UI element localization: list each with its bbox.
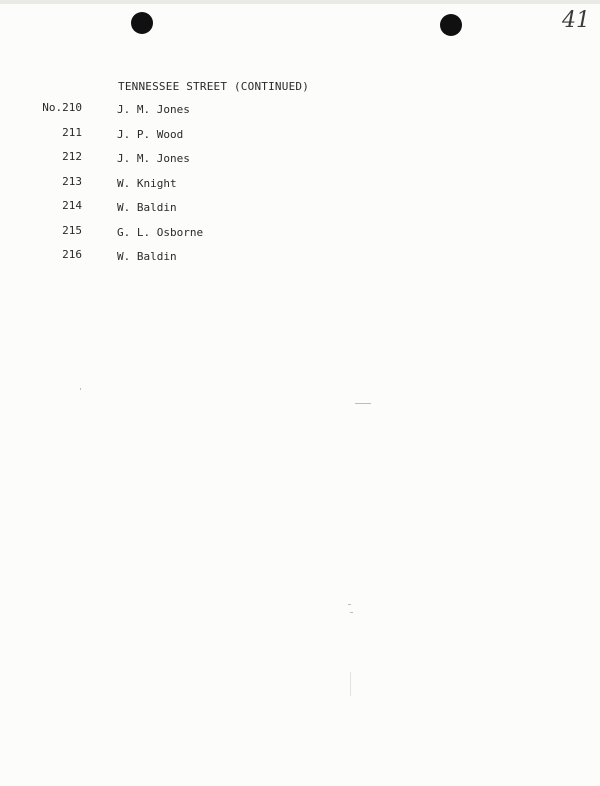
house-number: 213 xyxy=(62,174,82,188)
house-number: No.210 xyxy=(42,101,82,114)
house-number: 215 xyxy=(62,223,82,237)
page-top-edge xyxy=(0,0,600,4)
paper-speck xyxy=(350,672,351,696)
resident-name: G. L. Osborne xyxy=(117,225,204,239)
resident-name: W. Knight xyxy=(117,176,177,190)
house-number: 214 xyxy=(62,199,82,212)
resident-name: W. Baldin xyxy=(117,250,177,263)
punch-hole-left xyxy=(131,12,153,34)
street-heading: TENNESSEE STREET (CONTINUED) xyxy=(118,80,310,93)
paper-speck xyxy=(355,403,371,404)
paper-speck xyxy=(350,612,353,613)
list-item xyxy=(0,150,600,175)
paper-speck xyxy=(348,604,351,605)
resident-name: J. M. Jones xyxy=(117,152,190,165)
list-item xyxy=(0,248,600,273)
list-item xyxy=(0,101,600,126)
resident-name: J. P. Wood xyxy=(117,127,184,141)
list-item xyxy=(0,199,600,224)
house-number: 216 xyxy=(62,248,82,261)
list-item xyxy=(0,126,600,151)
list-item xyxy=(0,175,600,200)
punch-hole-right xyxy=(440,14,462,36)
resident-name: W. Baldin xyxy=(117,201,177,214)
house-number: 212 xyxy=(62,150,82,163)
house-number: 211 xyxy=(62,125,82,139)
list-item xyxy=(0,224,600,249)
address-list xyxy=(0,101,600,273)
page-number: 41 xyxy=(562,8,590,33)
paper-speck xyxy=(80,388,81,390)
resident-name: J. M. Jones xyxy=(117,103,190,116)
